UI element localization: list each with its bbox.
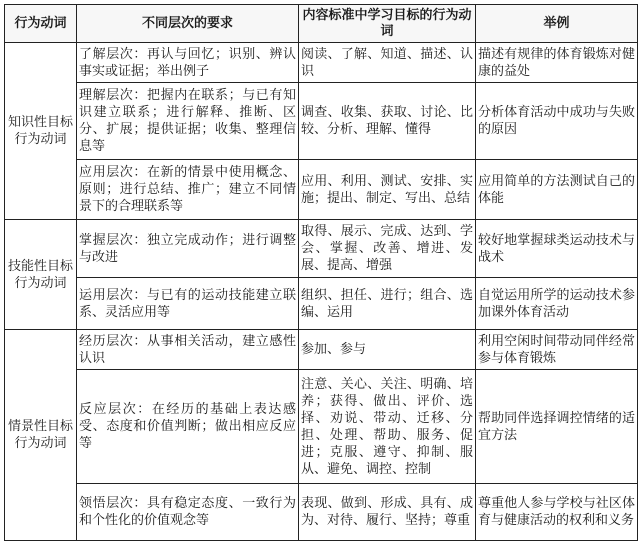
example-cell: 描述有规律的体育锻炼对健康的益处: [476, 43, 638, 83]
example-cell: 较好地掌握球类运动技术与战术: [476, 220, 638, 278]
verbs-cell: 调查、收集、获取、讨论、比较、分析、理解、懂得: [299, 83, 476, 160]
header-category: 行为动词: [5, 5, 77, 43]
requirement-cell: 了解层次：再认与回忆；识别、辨认事实或证据；举出例子: [77, 43, 299, 83]
table-row: [5, 220, 638, 278]
verbs-cell: 取得、展示、完成、达到、学会、掌握、改善、增进、发展、提高、增强: [299, 220, 476, 278]
category-knowledge: 知识性目标行为动词: [5, 43, 77, 220]
verbs-cell: 表现、做到、形成、具有、成为、对待、履行、坚持；尊重: [299, 484, 476, 541]
header-row: [5, 5, 638, 43]
requirement-cell: 反应层次：在经历的基础上表达感受、态度和价值判断；做出相应反应等: [77, 370, 299, 484]
header-verbs: 内容标准中学习目标的行为动词: [299, 5, 476, 43]
example-cell: 帮助同伴选择调控情绪的适宜方法: [476, 370, 638, 484]
requirement-cell: 运用层次：与已有的运动技能建立联系、灵活应用等: [77, 278, 299, 330]
header-requirement: 不同层次的要求: [77, 5, 299, 43]
example-cell: 尊重他人参与学校与社区体育与健康活动的权利和义务: [476, 484, 638, 541]
requirement-cell: 掌握层次：独立完成动作；进行调整与改进: [77, 220, 299, 278]
example-cell: 应用简单的方法测试自己的体能: [476, 160, 638, 220]
requirement-cell: 经历层次：从事相关活动，建立感性认识: [77, 330, 299, 370]
table-row: [5, 330, 638, 370]
requirement-cell: 领悟层次：具有稳定态度、一致行为和个性化的价值观念等: [77, 484, 299, 541]
example-cell: 利用空闲时间带动同伴经常参与体育锻炼: [476, 330, 638, 370]
table-row: [5, 83, 638, 160]
verbs-cell: 应用、利用、测试、安排、实施；提出、制定、写出、总结: [299, 160, 476, 220]
table-row: [5, 160, 638, 220]
header-example: 举例: [476, 5, 638, 43]
example-cell: 自觉运用所学的运动技术参加课外体育活动: [476, 278, 638, 330]
verbs-cell: 参加、参与: [299, 330, 476, 370]
table-row: [5, 278, 638, 330]
requirement-cell: 理解层次：把握内在联系；与已有知识建立联系；进行解释、推断、区分、扩展；提供证据；收集、整理信息等: [77, 83, 299, 160]
verb-table: [4, 4, 638, 541]
table-row: [5, 484, 638, 541]
verbs-cell: 阅读、了解、知道、描述、认识: [299, 43, 476, 83]
example-cell: 分析体育活动中成功与失败的原因: [476, 83, 638, 160]
category-situational: 情景性目标行为动词: [5, 330, 77, 541]
verbs-cell: 组织、担任、进行；组合、选编、运用: [299, 278, 476, 330]
verbs-cell: 注意、关心、关注、明确、培养；获得、做出、评价、选择、劝说、带动、迁移、分担、处理、帮助、服务、促进；克服、遵守、抑制、服从、避免、调控、控制: [299, 370, 476, 484]
category-skill: 技能性目标行为动词: [5, 220, 77, 330]
requirement-cell: 应用层次：在新的情景中使用概念、原则；进行总结、推广；建立不同情景下的合理联系等: [77, 160, 299, 220]
table-row: [5, 43, 638, 83]
table-row: [5, 370, 638, 484]
